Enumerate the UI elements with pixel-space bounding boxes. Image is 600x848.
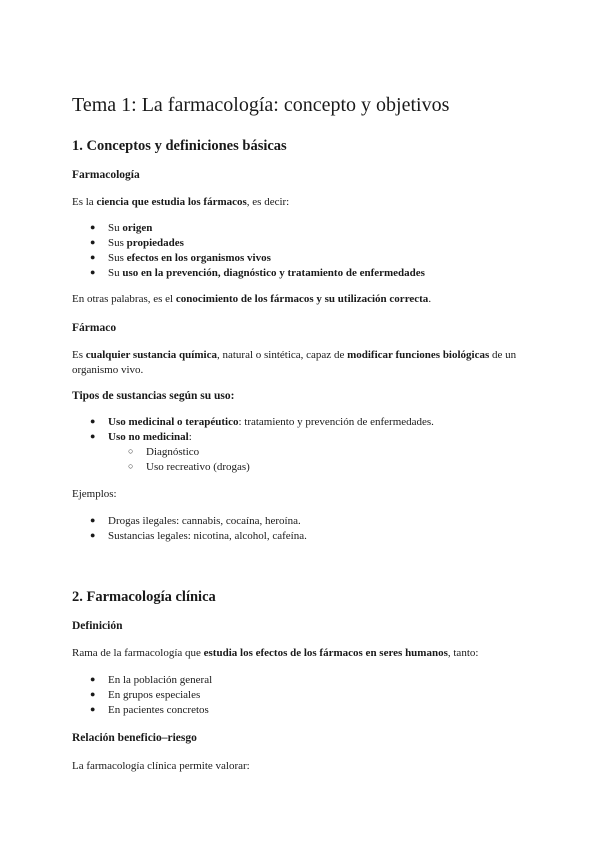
section-2-heading: 2. Farmacología clínica — [72, 589, 216, 605]
farmacologia-intro: Es la ciencia que estudia los fármacos, es decir: — [72, 196, 290, 208]
tipos-heading: Tipos de sustancias según su uso: — [72, 390, 235, 402]
bullet-icon: ● — [90, 237, 96, 247]
list-item: ● Sustancias legales: nicotina, alcohol, cafeína. — [90, 530, 307, 542]
farmaco-definition: Es cualquier sustancia química, natural o sintética, capaz de modificar funciones biológicas de un organismo vivo. — [72, 349, 517, 376]
bullet-icon: ● — [90, 252, 96, 262]
definicion-text: Rama de la farmacología que estudia los efectos de los fármacos en seres humanos, tanto: — [72, 647, 479, 659]
list-item: ● Su uso en la prevención, diagnóstico y tratamiento de enfermedades — [90, 267, 425, 279]
section-1-heading: 1. Conceptos y definiciones básicas — [72, 138, 287, 154]
definicion-heading: Definición — [72, 620, 123, 632]
list-item: ● En grupos especiales — [90, 689, 201, 701]
bullet-icon: ● — [90, 530, 96, 540]
bullet-icon: ● — [90, 704, 96, 714]
ejemplos-label: Ejemplos: — [72, 488, 117, 500]
bullet-icon: ● — [90, 515, 96, 525]
bullet-icon: ● — [90, 416, 96, 426]
list-item: ● Sus propiedades — [90, 237, 184, 249]
bullet-icon: ● — [90, 267, 96, 277]
list-item: ● Su origen — [90, 222, 153, 234]
bullet-icon: ● — [90, 431, 96, 441]
relacion-text: La farmacología clínica permite valorar: — [72, 760, 250, 772]
list-item: ● Drogas ilegales: cannabis, cocaína, heroína. — [90, 515, 301, 527]
bullet-icon: ● — [90, 222, 96, 232]
list-item: ● En pacientes concretos — [90, 704, 209, 716]
sub-list-item: ○ Uso recreativo (drogas) — [128, 461, 250, 473]
sub-list-item: ○ Diagnóstico — [128, 446, 200, 458]
circle-bullet-icon: ○ — [128, 446, 134, 456]
bullet-icon: ● — [90, 689, 96, 699]
list-item: ● Uso no medicinal: — [90, 431, 192, 443]
list-item: ● Sus efectos en los organismos vivos — [90, 252, 271, 264]
circle-bullet-icon: ○ — [128, 461, 134, 471]
list-item: ● En la población general — [90, 674, 213, 686]
list-item: ● Uso medicinal o terapéutico: tratamiento y prevención de enfermedades. — [90, 416, 434, 428]
farmacologia-heading: Farmacología — [72, 169, 140, 181]
bullet-icon: ● — [90, 674, 96, 684]
farmaco-heading: Fármaco — [72, 322, 117, 334]
farmacologia-summary: En otras palabras, es el conocimiento de los fármacos y su utilización correcta. — [72, 293, 432, 305]
relacion-heading: Relación beneficio–riesgo — [72, 732, 197, 744]
document-title: Tema 1: La farmacología: concepto y objetivos — [72, 94, 450, 116]
